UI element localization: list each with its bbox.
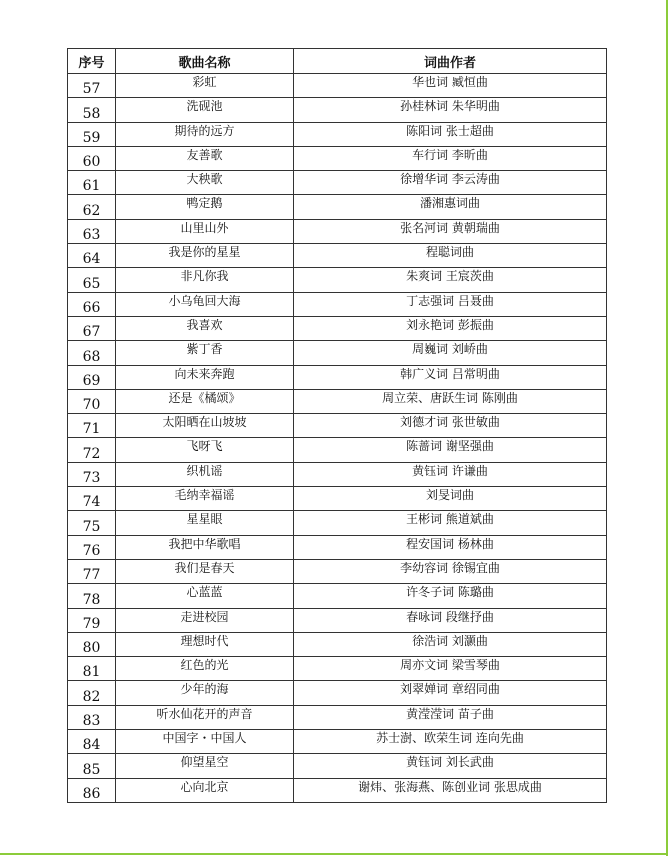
table-row bbox=[68, 244, 607, 268]
table-row bbox=[68, 341, 607, 365]
song-title: 彩虹 bbox=[116, 74, 294, 98]
song-number: 59 bbox=[68, 122, 116, 146]
song-title: 我是你的星星 bbox=[116, 244, 294, 268]
song-number: 85 bbox=[68, 754, 116, 778]
song-number: 60 bbox=[68, 146, 116, 170]
song-title: 非凡你我 bbox=[116, 268, 294, 292]
song-number: 66 bbox=[68, 292, 116, 316]
song-number: 74 bbox=[68, 487, 116, 511]
song-number: 58 bbox=[68, 98, 116, 122]
song-author: 刘旻词曲 bbox=[294, 487, 607, 511]
song-number: 76 bbox=[68, 535, 116, 559]
song-title: 心蓝蓝 bbox=[116, 584, 294, 608]
song-number: 64 bbox=[68, 244, 116, 268]
table-row bbox=[68, 584, 607, 608]
song-number: 57 bbox=[68, 74, 116, 98]
table-row bbox=[68, 730, 607, 754]
table-row bbox=[68, 292, 607, 316]
song-title: 少年的海 bbox=[116, 681, 294, 705]
song-title: 期待的远方 bbox=[116, 122, 294, 146]
song-title: 我把中华歌唱 bbox=[116, 535, 294, 559]
song-number: 78 bbox=[68, 584, 116, 608]
song-number: 65 bbox=[68, 268, 116, 292]
table-row bbox=[68, 632, 607, 656]
song-author: 张名河词 黄朝瑞曲 bbox=[294, 219, 607, 243]
table-row bbox=[68, 171, 607, 195]
header-author: 词曲作者 bbox=[294, 49, 607, 74]
table-row bbox=[68, 219, 607, 243]
song-author: 刘翠婵词 章绍同曲 bbox=[294, 681, 607, 705]
table-row bbox=[68, 316, 607, 340]
song-number: 62 bbox=[68, 195, 116, 219]
song-author: 苏士澍、欧荣生词 连向先曲 bbox=[294, 730, 607, 754]
song-author: 丁志强词 吕聂曲 bbox=[294, 292, 607, 316]
song-author: 华也词 臧恒曲 bbox=[294, 74, 607, 98]
song-author: 黄钰词 刘长武曲 bbox=[294, 754, 607, 778]
song-number: 67 bbox=[68, 316, 116, 340]
table-row bbox=[68, 74, 607, 98]
song-title: 小乌龟回大海 bbox=[116, 292, 294, 316]
song-title: 星星眼 bbox=[116, 511, 294, 535]
table-header-row bbox=[68, 49, 607, 74]
song-author: 周巍词 刘峤曲 bbox=[294, 341, 607, 365]
song-author: 周立荣、唐跃生词 陈刚曲 bbox=[294, 389, 607, 413]
table-row bbox=[68, 122, 607, 146]
table-row bbox=[68, 389, 607, 413]
header-title: 歌曲名称 bbox=[116, 49, 294, 74]
table-row bbox=[68, 535, 607, 559]
song-author: 徐增华词 李云涛曲 bbox=[294, 171, 607, 195]
table-row bbox=[68, 438, 607, 462]
song-title: 山里山外 bbox=[116, 219, 294, 243]
song-author: 程聪词曲 bbox=[294, 244, 607, 268]
song-number: 82 bbox=[68, 681, 116, 705]
song-title: 红色的光 bbox=[116, 657, 294, 681]
table-row bbox=[68, 511, 607, 535]
song-list-table bbox=[67, 48, 607, 803]
table-row bbox=[68, 414, 607, 438]
page-border-right bbox=[666, 0, 668, 856]
song-title: 仰望星空 bbox=[116, 754, 294, 778]
song-title: 向未来奔跑 bbox=[116, 365, 294, 389]
song-number: 81 bbox=[68, 657, 116, 681]
song-author: 李幼容词 徐锡宜曲 bbox=[294, 559, 607, 583]
song-number: 77 bbox=[68, 559, 116, 583]
song-author: 许冬子词 陈璐曲 bbox=[294, 584, 607, 608]
song-author: 陈阳词 张士超曲 bbox=[294, 122, 607, 146]
song-author: 春咏词 段继抒曲 bbox=[294, 608, 607, 632]
song-number: 68 bbox=[68, 341, 116, 365]
song-author: 谢炜、张海燕、陈创业词 张思成曲 bbox=[294, 778, 607, 802]
song-author: 黄滢滢词 苗子曲 bbox=[294, 705, 607, 729]
table-row bbox=[68, 146, 607, 170]
song-title: 还是《橘颂》 bbox=[116, 389, 294, 413]
song-title: 飞呀飞 bbox=[116, 438, 294, 462]
song-author: 孙桂林词 朱华明曲 bbox=[294, 98, 607, 122]
song-title: 听水仙花开的声音 bbox=[116, 705, 294, 729]
song-number: 73 bbox=[68, 462, 116, 486]
song-number: 84 bbox=[68, 730, 116, 754]
song-title: 我们是春天 bbox=[116, 559, 294, 583]
table-row bbox=[68, 462, 607, 486]
song-number: 69 bbox=[68, 365, 116, 389]
song-title: 理想时代 bbox=[116, 632, 294, 656]
song-title: 织机谣 bbox=[116, 462, 294, 486]
song-number: 72 bbox=[68, 438, 116, 462]
table-row bbox=[68, 778, 607, 802]
song-number: 63 bbox=[68, 219, 116, 243]
song-title: 友善歌 bbox=[116, 146, 294, 170]
table-row bbox=[68, 681, 607, 705]
song-number: 70 bbox=[68, 389, 116, 413]
song-title: 鸭定鹅 bbox=[116, 195, 294, 219]
song-number: 80 bbox=[68, 632, 116, 656]
song-number: 86 bbox=[68, 778, 116, 802]
table-row bbox=[68, 268, 607, 292]
song-title: 毛纳幸福谣 bbox=[116, 487, 294, 511]
song-number: 61 bbox=[68, 171, 116, 195]
song-number: 75 bbox=[68, 511, 116, 535]
table-row bbox=[68, 657, 607, 681]
song-title: 中国字・中国人 bbox=[116, 730, 294, 754]
table-row bbox=[68, 705, 607, 729]
song-author: 王彬词 熊道斌曲 bbox=[294, 511, 607, 535]
song-author: 朱爽词 王宸茨曲 bbox=[294, 268, 607, 292]
song-title: 心向北京 bbox=[116, 778, 294, 802]
header-number: 序号 bbox=[68, 49, 116, 74]
song-title: 洗砚池 bbox=[116, 98, 294, 122]
table-row bbox=[68, 98, 607, 122]
song-author: 刘永艳词 彭振曲 bbox=[294, 316, 607, 340]
song-author: 韩广义词 吕常明曲 bbox=[294, 365, 607, 389]
table-row bbox=[68, 754, 607, 778]
song-number: 83 bbox=[68, 705, 116, 729]
song-author: 潘湘惠词曲 bbox=[294, 195, 607, 219]
table-row bbox=[68, 487, 607, 511]
song-title: 紫丁香 bbox=[116, 341, 294, 365]
table-row bbox=[68, 365, 607, 389]
song-number: 79 bbox=[68, 608, 116, 632]
table-row bbox=[68, 559, 607, 583]
song-author: 徐浩词 刘灏曲 bbox=[294, 632, 607, 656]
song-author: 车行词 李昕曲 bbox=[294, 146, 607, 170]
song-title: 太阳晒在山坡坡 bbox=[116, 414, 294, 438]
song-number: 71 bbox=[68, 414, 116, 438]
song-title: 走进校园 bbox=[116, 608, 294, 632]
table-row bbox=[68, 195, 607, 219]
song-author: 刘德才词 张世敏曲 bbox=[294, 414, 607, 438]
song-title: 大秧歌 bbox=[116, 171, 294, 195]
song-author: 陈蔷词 谢坚强曲 bbox=[294, 438, 607, 462]
table-row bbox=[68, 608, 607, 632]
song-author: 周亦文词 梁雪琴曲 bbox=[294, 657, 607, 681]
song-title: 我喜欢 bbox=[116, 316, 294, 340]
song-author: 黄钰词 许谦曲 bbox=[294, 462, 607, 486]
song-author: 程安国词 杨林曲 bbox=[294, 535, 607, 559]
page-border-bottom bbox=[0, 853, 668, 855]
